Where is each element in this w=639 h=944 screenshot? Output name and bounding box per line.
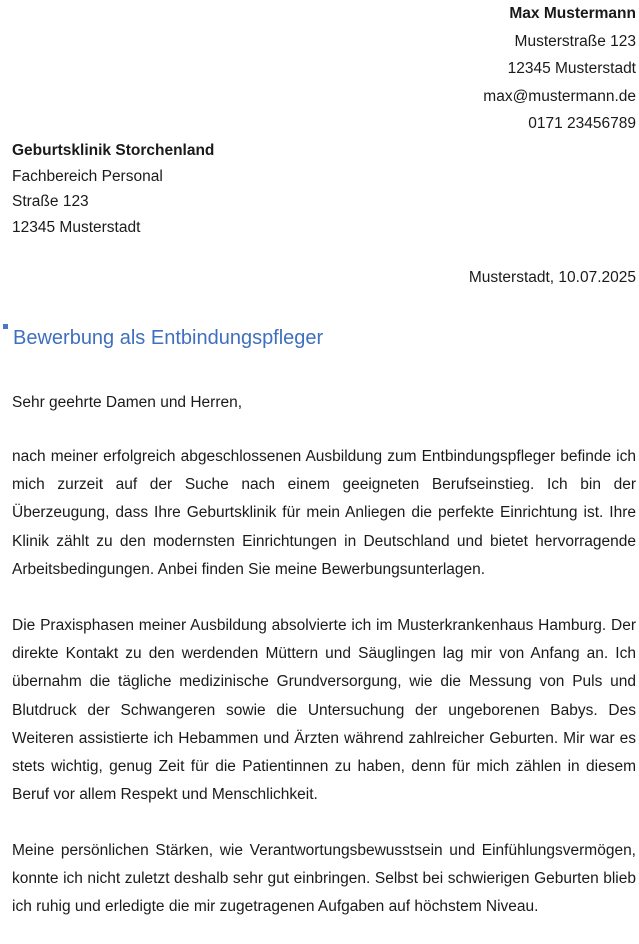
body-paragraph: Meine persönlichen Stärken, wie Verantwortungsbewusstsein und Einfühlungsvermögen, konnte ich nicht zuletzt deshalb sehr gut einbringen. Selbst bei schwierigen Geburten blieb ich ruhig und erledigte die mir zugetragenen Aufgaben auf höchstem Niveau. — [12, 842, 636, 916]
recipient-street: Straße 123 — [12, 193, 89, 210]
sender-block — [483, 0, 636, 138]
sender-email: max@mustermann.de — [483, 87, 636, 105]
recipient-city: 12345 Musterstadt — [12, 218, 141, 236]
date-line: Musterstadt, 10.07.2025 — [468, 269, 636, 286]
recipient-block — [12, 138, 214, 240]
salutation: Sehr geehrte Damen und Herren, — [12, 394, 243, 411]
recipient-department: Fachbereich Personal — [12, 167, 163, 185]
body-paragraph: nach meiner erfolgreich abgeschlossenen Ausbildung zum Entbindungspfleger befinde ich mich zurzeit auf der Suche nach einem geeigneten Berufseinstieg. Ich bin der Überzeugung, dass Ihre Geburtsklinik für mein Anliegen die perfekte Einrichtung ist. Ihre Klinik zählt zu den modernsten Einrichtungen in Deutschland und bietet hervorragende Arbeitsbedingungen. Anbei finden Sie meine Bewerbungsunterlagen. — [12, 448, 636, 578]
recipient-organization: Geburtsklinik Storchenland — [12, 142, 215, 159]
sender-name: Max Mustermann — [509, 5, 636, 22]
subject-heading: Bewerbung als Entbindungspfleger — [13, 327, 324, 349]
heading-marker — [3, 324, 8, 329]
sender-phone: 0171 23456789 — [528, 115, 636, 132]
body-paragraph: Die Praxisphasen meiner Ausbildung absolvierte ich im Musterkrankenhaus Hamburg. Der direkte Kontakt zu den werdenden Müttern und Säuglingen lag mir von Anfang an. Ich übernahm die tägliche medizinische Grundversorgung, wie die Messung von Puls und Blutdruck der Schwangeren sowie die Untersuchung der ungeborenen Babys. Des Weiteren assistierte ich Hebammen und Ärzten während zahlreicher Geburten. Mir war es stets wichtig, genug Zeit für die Patientinnen zu haben, denn für mich zählen in diesem Beruf vor allem Respekt und Menschlichkeit. — [12, 617, 636, 804]
sender-city: 12345 Musterstadt — [507, 60, 636, 77]
sender-street: Musterstraße 123 — [514, 32, 636, 50]
